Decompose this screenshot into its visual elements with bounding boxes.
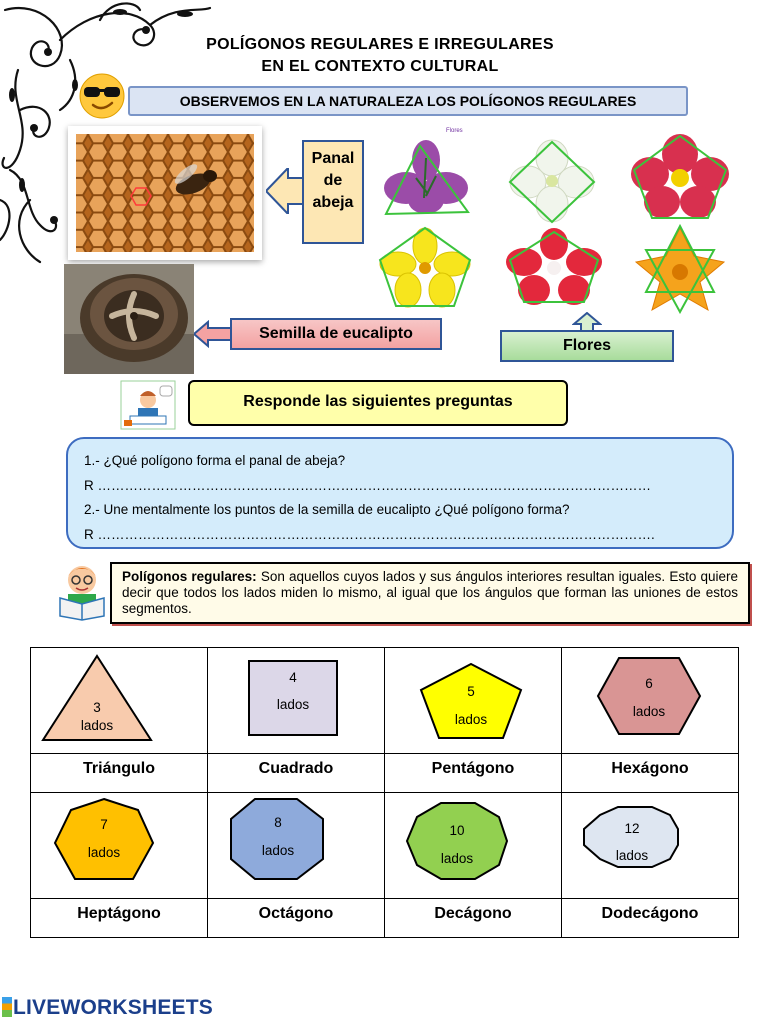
dodecagon-cell <box>562 793 739 899</box>
hexagon-cell <box>562 648 739 754</box>
flores-small-caption: Flores <box>446 128 463 134</box>
square-lados: lados <box>276 697 310 712</box>
decagon-name: Decágono <box>385 899 562 938</box>
dodecagon-lados: lados <box>615 848 649 863</box>
decagon-shape <box>385 793 561 898</box>
question-2: 2.- Une mentalmente los puntos de la semilla de eucalipto ¿Qué polígono forma? <box>84 502 570 517</box>
hexagon-shape <box>562 648 738 753</box>
panal-label-line-2: de <box>323 172 343 189</box>
hexagon-sides: 6 <box>645 676 653 691</box>
dodecagon-name: Dodecágono <box>562 899 739 938</box>
triangle-cell <box>31 648 208 754</box>
panal-label-line-3: abeja <box>312 194 354 211</box>
heptagon-cell <box>31 793 208 899</box>
arrow-left-icon <box>266 168 304 214</box>
flores-label: Flores <box>500 330 674 362</box>
dodecagon-shape <box>562 793 738 898</box>
panal-de-abeja-label <box>302 140 364 244</box>
polygons-name-row-2 <box>31 899 739 938</box>
sunglasses-emoji-icon <box>78 72 126 120</box>
liveworksheets-logo-icon <box>2 997 12 1017</box>
dodecagon-sides: 12 <box>624 821 640 836</box>
polygons-figure-row-2 <box>31 793 739 899</box>
polygons-name-row-1 <box>31 754 739 793</box>
pentagon-cell <box>385 648 562 754</box>
triangle-name: Triángulo <box>31 754 208 793</box>
decagon-cell <box>385 793 562 899</box>
answer-line-1[interactable]: R …………………………………………………………………………………………………………… <box>84 477 651 493</box>
octagon-sides: 8 <box>274 815 282 830</box>
flower-pentagon-red <box>630 132 730 222</box>
eucalyptus-seed-photo <box>64 264 194 374</box>
definition-text: Son aquellos cuyos lados y sus ángulos interiores resultan iguales. Esto quiere decir que todos los lados miden lo mismo, al igual que los ángulos que forman las uniones de estos segmentos. <box>122 569 739 616</box>
square-name: Cuadrado <box>208 754 385 793</box>
pentagon-shape <box>385 648 561 753</box>
hexagon-lados: lados <box>632 704 666 719</box>
responde-banner: Responde las siguientes preguntas <box>188 380 568 426</box>
square-sides: 4 <box>289 670 297 685</box>
definition-box <box>110 562 750 624</box>
questions-box <box>66 437 734 549</box>
polygons-table <box>30 647 739 938</box>
heptagon-name: Heptágono <box>31 899 208 938</box>
flower-star-orange <box>632 222 728 314</box>
octagon-cell <box>208 793 385 899</box>
flower-square-purple <box>376 138 476 222</box>
liveworksheets-logo[interactable] <box>2 996 213 1020</box>
liveworksheets-logo-text: LIVEWORKSHEETS <box>13 996 213 1019</box>
definition-term: Polígonos regulares: <box>122 569 257 584</box>
square-cell <box>208 648 385 754</box>
section-banner: OBSERVEMOS EN LA NATURALEZA LOS POLÍGONOS REGULARES <box>128 86 688 116</box>
heptagon-sides: 7 <box>100 817 108 832</box>
pentagon-lados: lados <box>454 712 488 727</box>
flower-pentagon-carnation <box>504 226 604 310</box>
arrow-left-seed-icon <box>194 320 234 348</box>
heptagon-lados: lados <box>87 845 121 860</box>
octagon-name: Octágono <box>208 899 385 938</box>
honeycomb-photo <box>68 126 262 260</box>
semilla-de-eucalipto-label: Semilla de eucalipto <box>230 318 442 350</box>
pentagon-sides: 5 <box>467 684 475 699</box>
decagon-lados: lados <box>440 851 474 866</box>
child-with-book-clipart <box>54 560 110 622</box>
decagon-sides: 10 <box>449 823 465 838</box>
answer-line-2[interactable]: R ……………………………………………………………………………………………………………. <box>84 526 655 542</box>
panal-label-line-1: Panal <box>311 150 355 167</box>
octagon-lados: lados <box>261 843 295 858</box>
arrow-up-icon <box>572 312 602 332</box>
triangle-sides: 3 <box>93 700 101 715</box>
title-line-1: POLÍGONOS REGULARES E IRREGULARES <box>206 36 554 53</box>
pentagon-name: Pentágono <box>385 754 562 793</box>
flower-pentagon-yellow <box>376 226 474 310</box>
page-title <box>150 34 610 78</box>
polygons-figure-row-1 <box>31 648 739 754</box>
title-line-2: EN EL CONTEXTO CULTURAL <box>261 58 499 75</box>
hexagon-name: Hexágono <box>562 754 739 793</box>
child-reading-clipart <box>120 380 176 430</box>
flower-square-white <box>506 138 598 224</box>
question-1: 1.- ¿Qué polígono forma el panal de abeja? <box>84 453 346 468</box>
triangle-lados: lados <box>80 718 114 733</box>
